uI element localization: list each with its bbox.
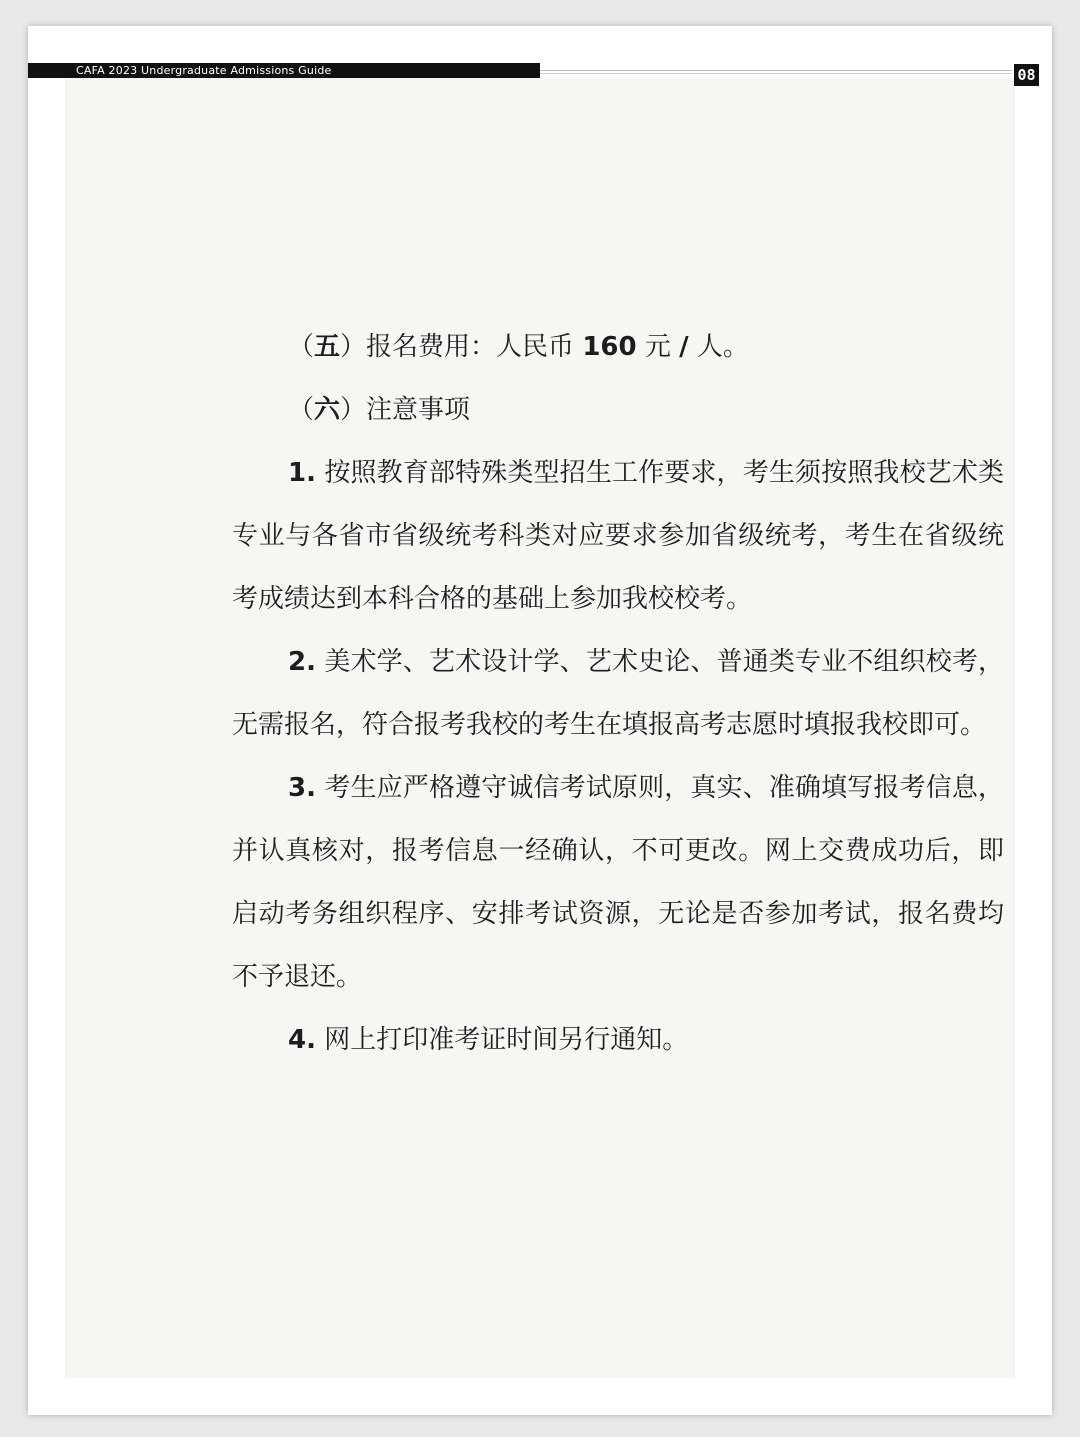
notes-open-paren: （ (288, 395, 315, 425)
fee-open-paren: （ (288, 332, 315, 362)
fee-section-number: 五 (314, 332, 341, 362)
fee-slash: / (679, 332, 689, 362)
note-item-number: 3. (288, 773, 316, 803)
note-item-number: 4. (288, 1025, 316, 1055)
fee-close-paren: ） (340, 332, 367, 362)
page-number: 08 (1014, 64, 1039, 86)
fee-currency: 元 (636, 332, 680, 362)
note-item-text: 考生应严格遵守诚信考试原则，真实、准确填写报考信息，并认真核对，报考信息一经确认，不可更改。网上交费成功后，即启动考务组织程序、安排考试资源，无论是否参加考试，报名费均不予退还。 (232, 773, 1004, 992)
notes-title: 注意事项 (366, 395, 471, 425)
notes-heading (232, 379, 1004, 442)
fee-amount: 160 (582, 332, 637, 362)
note-item-text: 美术学、艺术设计学、艺术史论、普通类专业不组织校考，无需报名，符合报考我校的考生在填报高考志愿时填报我校即可。 (232, 647, 1004, 740)
fee-paragraph (232, 316, 1004, 379)
note-item-1 (232, 442, 1004, 631)
note-item-2 (232, 631, 1004, 757)
fee-per-person: 人。 (688, 332, 749, 362)
body-text (232, 316, 1004, 1072)
note-item-text: 网上打印准考证时间另行通知。 (315, 1025, 689, 1055)
note-item-4 (232, 1009, 1004, 1072)
notes-close-paren: ） (340, 395, 367, 425)
note-item-3 (232, 757, 1004, 1009)
header-rule-secondary (540, 73, 1012, 74)
fee-label: 报名费用：人民币 (366, 332, 583, 362)
header-rule (540, 70, 1012, 71)
header-title: CAFA 2023 Undergraduate Admissions Guide (76, 64, 332, 77)
note-item-text: 按照教育部特殊类型招生工作要求，考生须按照我校艺术类专业与各省市省级统考科类对应要求参加省级统考，考生在省级统考成绩达到本科合格的基础上参加我校校考。 (232, 458, 1004, 614)
note-item-number: 1. (288, 458, 316, 488)
note-item-number: 2. (288, 647, 316, 677)
notes-section-number: 六 (314, 395, 341, 425)
